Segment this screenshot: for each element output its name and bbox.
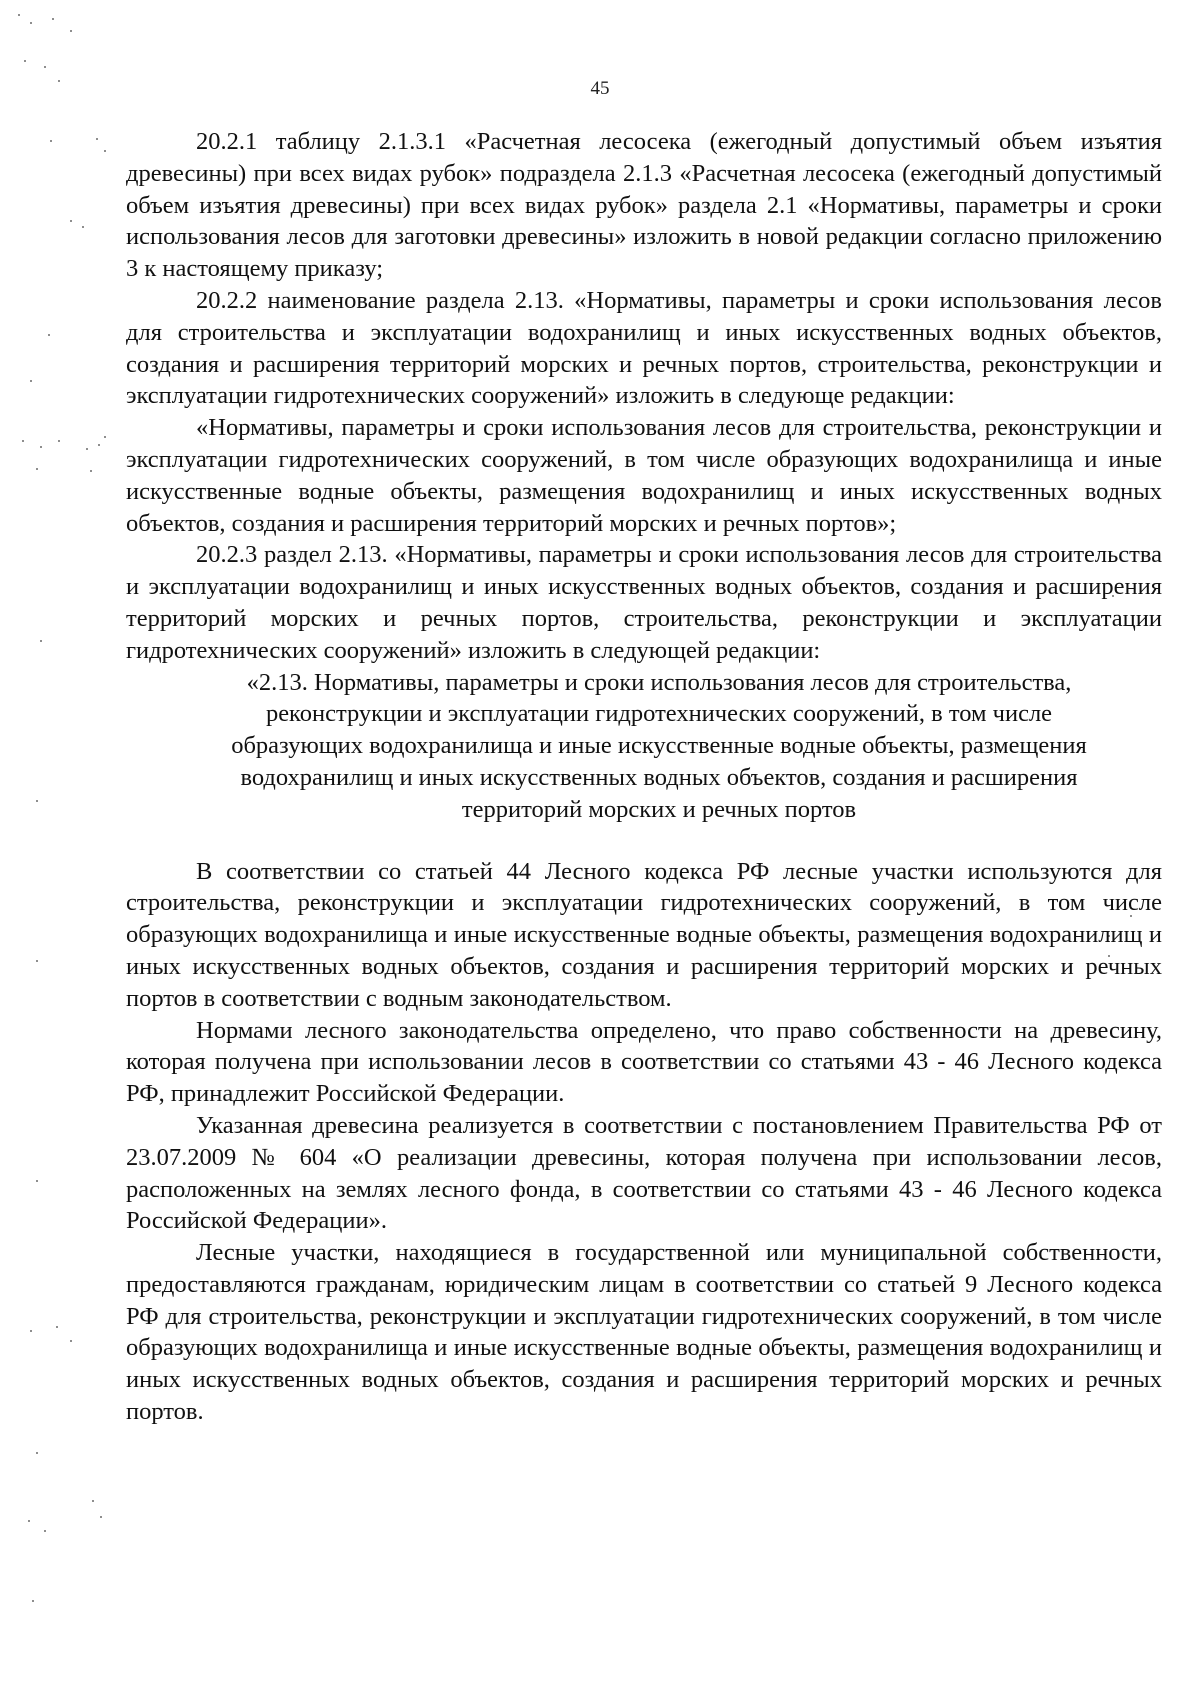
heading-line: водохранилищ и иных искусственных водных объектов, создания и расширения [240, 763, 1078, 791]
paragraph-20-2-1: 20.2.1 таблицу 2.1.3.1 «Расчетная лесосека (ежегодный допустимый объем изъятия древесины) при всех видах рубок» подраздела 2.1.3 «Расчетная лесосека (ежегодный допустимый объем изъятия древесины) при всех видах рубок» раздела 2.1 «Нормативы, параметры и сроки использования лесов для заготовки древесины» изложить в новой редакции согласно приложению 3 к настоящему приказу; [126, 128, 1162, 283]
page-number: 45 [590, 78, 610, 99]
document-body [126, 126, 1162, 1428]
body-paragraph: Лесные участки, находящиеся в государственной или муниципальной собственности, предоставляются гражданам, юридическим лицам в соответствии со статьей 9 Лесного кодекса РФ для строительства, реконструкции и эксплуатации гидротехнических сооружений, в том числе образующих водохранилища и иные искусственные водные объекты, размещения водохранилищ и иных искусственных водных объектов, создания и расширения территорий морских и речных портов. [126, 1239, 1162, 1426]
heading-line: территорий морских и речных портов [461, 795, 857, 823]
heading-line: реконструкции и эксплуатации гидротехнических сооружений, в том числе [265, 700, 1053, 728]
paragraph-20-2-3: 20.2.3 раздел 2.13. «Нормативы, параметры и сроки использования лесов для строительства и эксплуатации водохранилищ и иных искусственных водных объектов, создания и расширения территорий морских и речных портов, строительства, реконструкции и эксплуатации гидротехнических сооружений» изложить в следующей редакции: [126, 541, 1162, 664]
body-paragraph: Указанная древесина реализуется в соответствии с постановлением Правительства РФ от 23.07.2009 № 604 «О реализации древесины, которая получена при использовании лесов, расположенных на землях лесного фонда, в соответствии со статьями 43 - 46 Лесного кодекса Российской Федерации». [126, 1111, 1162, 1235]
section-heading [126, 667, 1162, 826]
paragraph-20-2-2: 20.2.2 наименование раздела 2.13. «Нормативы, параметры и сроки использования лесов для строительства и эксплуатации водохранилищ и иных искусственных водных объектов, создания и расширения территорий морских и речных портов, строительства, реконструкции и эксплуатации гидротехнических сооружений» изложить в следующе редакции: [126, 286, 1162, 410]
spacer [126, 826, 1162, 856]
heading-line: «2.13. Нормативы, параметры и сроки использования лесов для строительства, [246, 668, 1072, 696]
paragraph-quoted-title: «Нормативы, параметры и сроки использования лесов для строительства, реконструкции и эксплуатации гидротехнических сооружений, в том числе образующих водохранилища и иные искусственные водные объекты, размещения водохранилищ и иных искусственных водных объектов, создания и расширения территорий морских и речных портов»; [126, 414, 1162, 537]
heading-line: образующих водохранилища и иные искусственные водные объекты, размещения [231, 732, 1087, 760]
body-paragraph: В соответствии со статьей 44 Лесного кодекса РФ лесные участки используются для строительства, реконструкции и эксплуатации гидротехнических сооружений, в том числе образующих водохранилища и иные искусственные водные объекты, размещения водохранилищ и иных искусственных водных объектов, создания и расширения территорий морских и речных портов в соответствии с водным законодательством. [126, 857, 1162, 1012]
body-paragraph: Нормами лесного законодательства определено, что право собственности на древесину, которая получена при использовании лесов в соответствии со статьями 43 - 46 Лесного кодекса РФ, принадлежит Российской Федерации. [126, 1016, 1162, 1108]
